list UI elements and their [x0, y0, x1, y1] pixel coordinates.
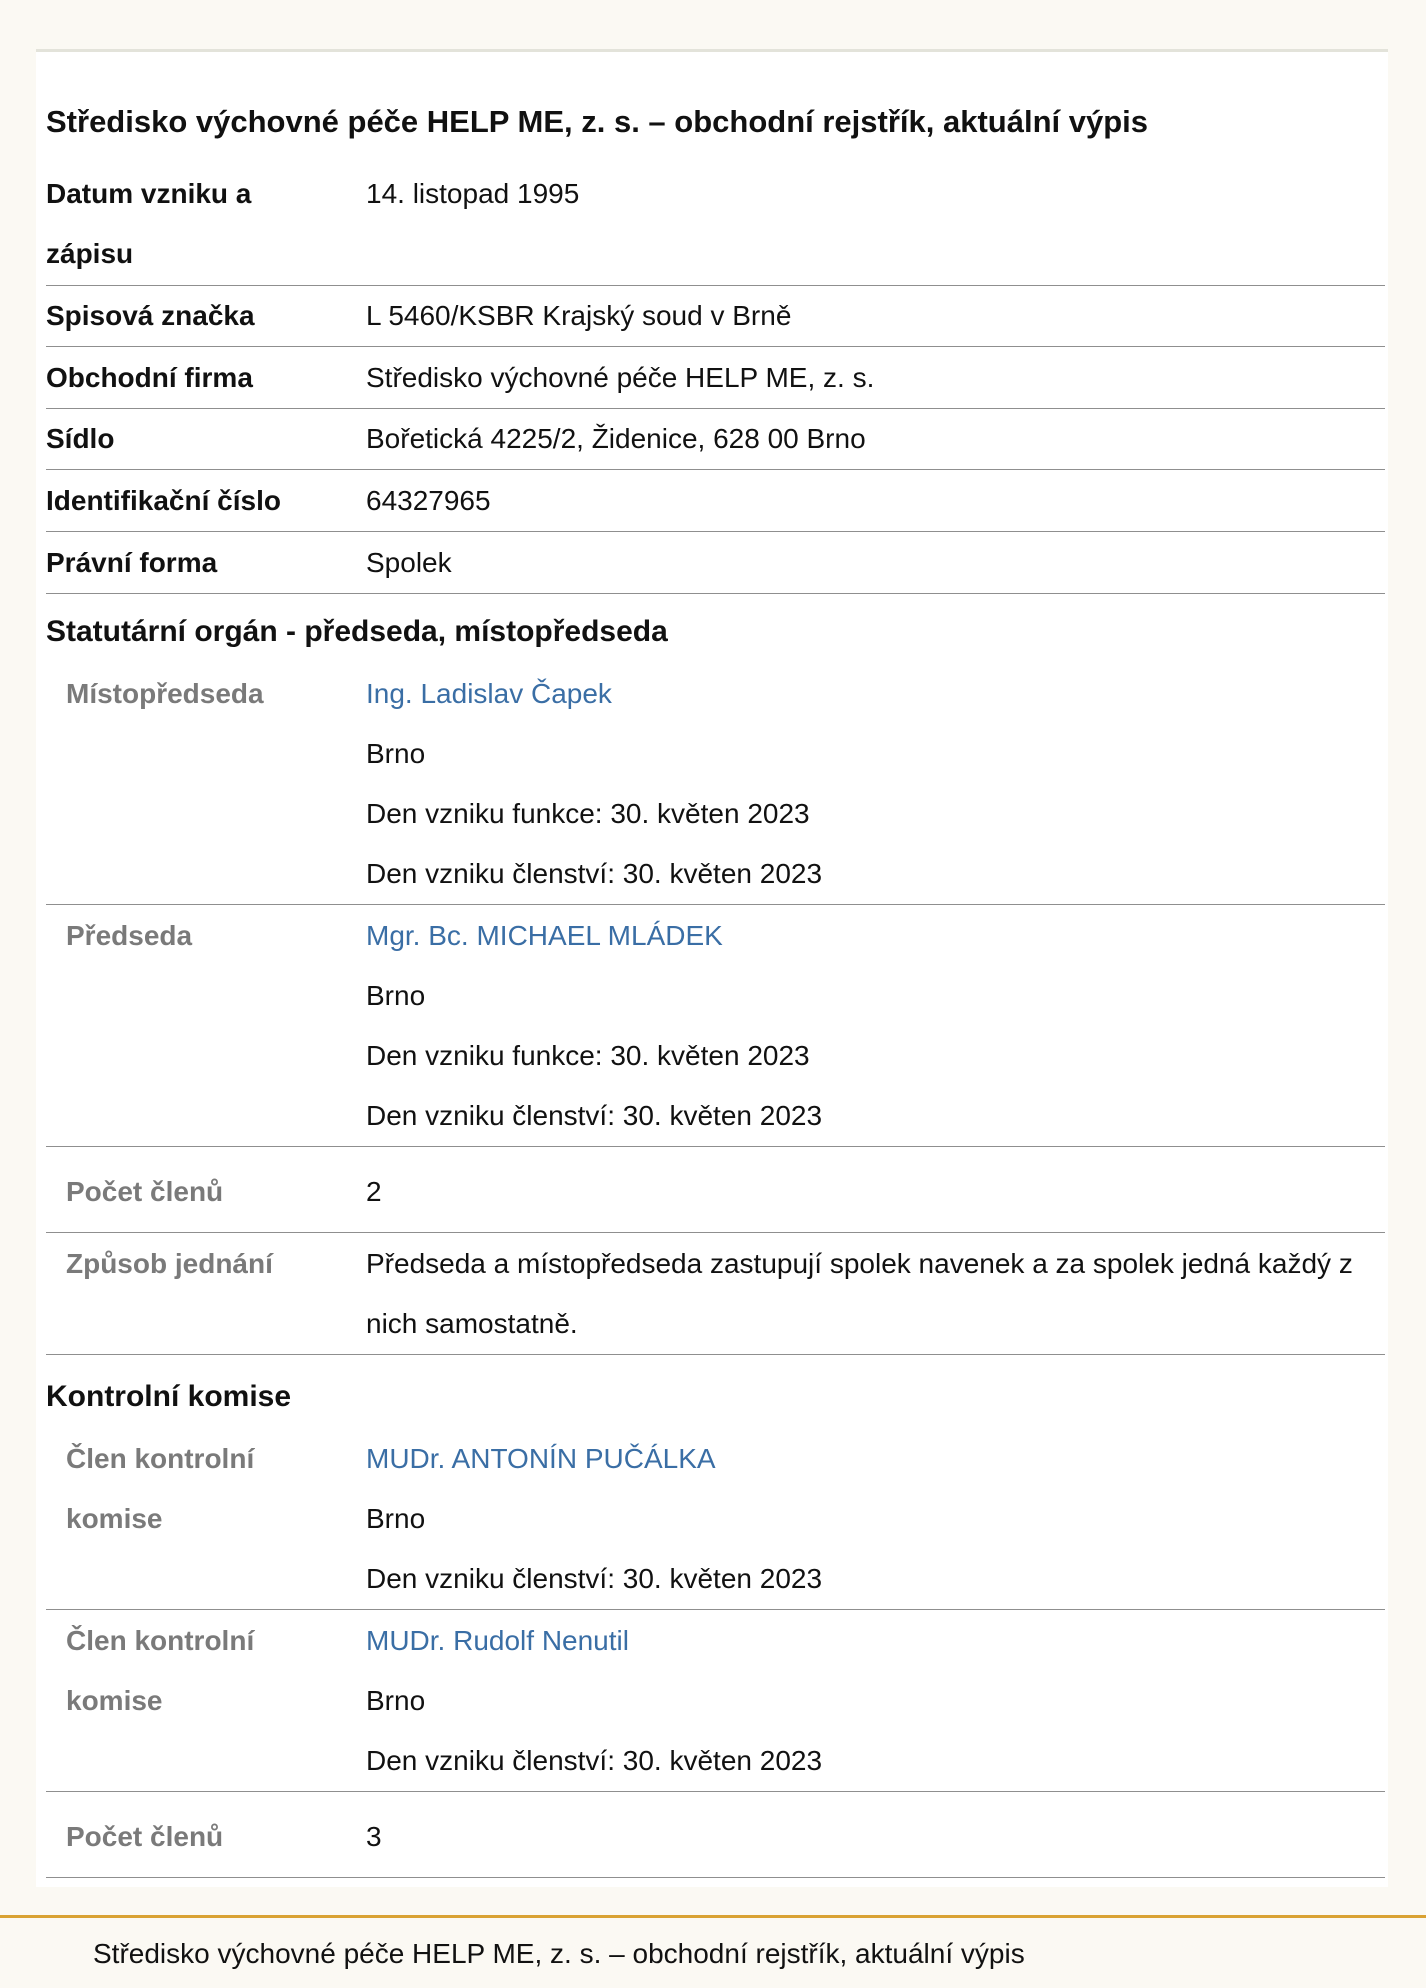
statutory-member	[46, 906, 1385, 1147]
footer-text: Středisko výchovné péče HELP ME, z. s. – obchodní rejstřík, aktuální výpis	[93, 1938, 1025, 1969]
statutory-conduct	[46, 1234, 1385, 1355]
member-city: Brno	[366, 738, 426, 769]
member-name-link[interactable]: Ing. Ladislav Čapek	[366, 678, 612, 709]
member-count-label: Počet členů	[66, 1821, 224, 1852]
info-row-seat	[46, 409, 1385, 470]
member-role: Předseda	[66, 920, 193, 951]
member-membership-since: Den vzniku členství: 30. květen 2023	[366, 1100, 823, 1131]
info-label: Právní forma	[46, 547, 218, 578]
info-value: 14. listopad 1995	[366, 178, 580, 209]
member-count-value: 3	[366, 1821, 382, 1852]
statutory-member-count	[46, 1152, 1385, 1233]
member-name-link[interactable]: MUDr. Rudolf Nenutil	[366, 1625, 629, 1656]
statutory-member	[46, 664, 1385, 905]
member-city: Brno	[366, 980, 426, 1011]
member-function-since: Den vzniku funkce: 30. květen 2023	[366, 1040, 810, 1071]
control-member-count	[46, 1797, 1385, 1878]
info-value: L 5460/KSBR Krajský soud v Brně	[366, 300, 792, 331]
member-membership-since: Den vzniku členství: 30. květen 2023	[366, 1563, 823, 1594]
control-member	[46, 1611, 1385, 1792]
statutory-heading: Statutární orgán - předseda, místopředseda	[46, 615, 668, 648]
member-role: Člen kontrolní komise	[66, 1625, 255, 1716]
member-city: Brno	[366, 1685, 426, 1716]
member-name-link[interactable]: MUDr. ANTONÍN PUČÁLKA	[366, 1443, 716, 1474]
info-value: Spolek	[366, 547, 452, 578]
conduct-label: Způsob jednání	[66, 1248, 273, 1279]
member-name-link[interactable]: Mgr. Bc. MICHAEL MLÁDEK	[366, 920, 723, 951]
info-row-founded	[46, 164, 1385, 286]
footer-divider	[0, 1915, 1426, 1918]
info-row-company-name	[46, 348, 1385, 409]
info-label: Spisová značka	[46, 300, 255, 331]
member-role: Místopředseda	[66, 678, 264, 709]
member-city: Brno	[366, 1503, 426, 1534]
control-heading: Kontrolní komise	[46, 1380, 292, 1413]
conduct-value: Předseda a místopředseda zastupují spolek navenek a za spolek jedná každý z nich samostatně.	[366, 1248, 1353, 1339]
info-value: Bořetická 4225/2, Židenice, 628 00 Brno	[366, 423, 866, 454]
info-label: Sídlo	[46, 423, 115, 454]
member-function-since: Den vzniku funkce: 30. květen 2023	[366, 798, 810, 829]
page-title: Středisko výchovné péče HELP ME, z. s. – obchodní rejstřík, aktuální výpis	[46, 104, 1149, 139]
info-value: 64327965	[366, 485, 491, 516]
info-label: Datum vzniku a zápisu	[46, 178, 252, 269]
info-label: Identifikační číslo	[46, 485, 281, 516]
info-row-legal-form	[46, 533, 1385, 594]
member-membership-since: Den vzniku členství: 30. květen 2023	[366, 1745, 823, 1776]
member-count-value: 2	[366, 1176, 382, 1207]
member-role: Člen kontrolní komise	[66, 1443, 255, 1534]
info-value: Středisko výchovné péče HELP ME, z. s.	[366, 362, 875, 393]
control-member	[46, 1429, 1385, 1610]
register-extract-card	[36, 49, 1388, 1887]
info-row-id-number	[46, 471, 1385, 532]
member-count-label: Počet členů	[66, 1176, 224, 1207]
info-row-file-number	[46, 286, 1385, 347]
info-label: Obchodní firma	[46, 362, 253, 393]
member-membership-since: Den vzniku členství: 30. květen 2023	[366, 858, 823, 889]
